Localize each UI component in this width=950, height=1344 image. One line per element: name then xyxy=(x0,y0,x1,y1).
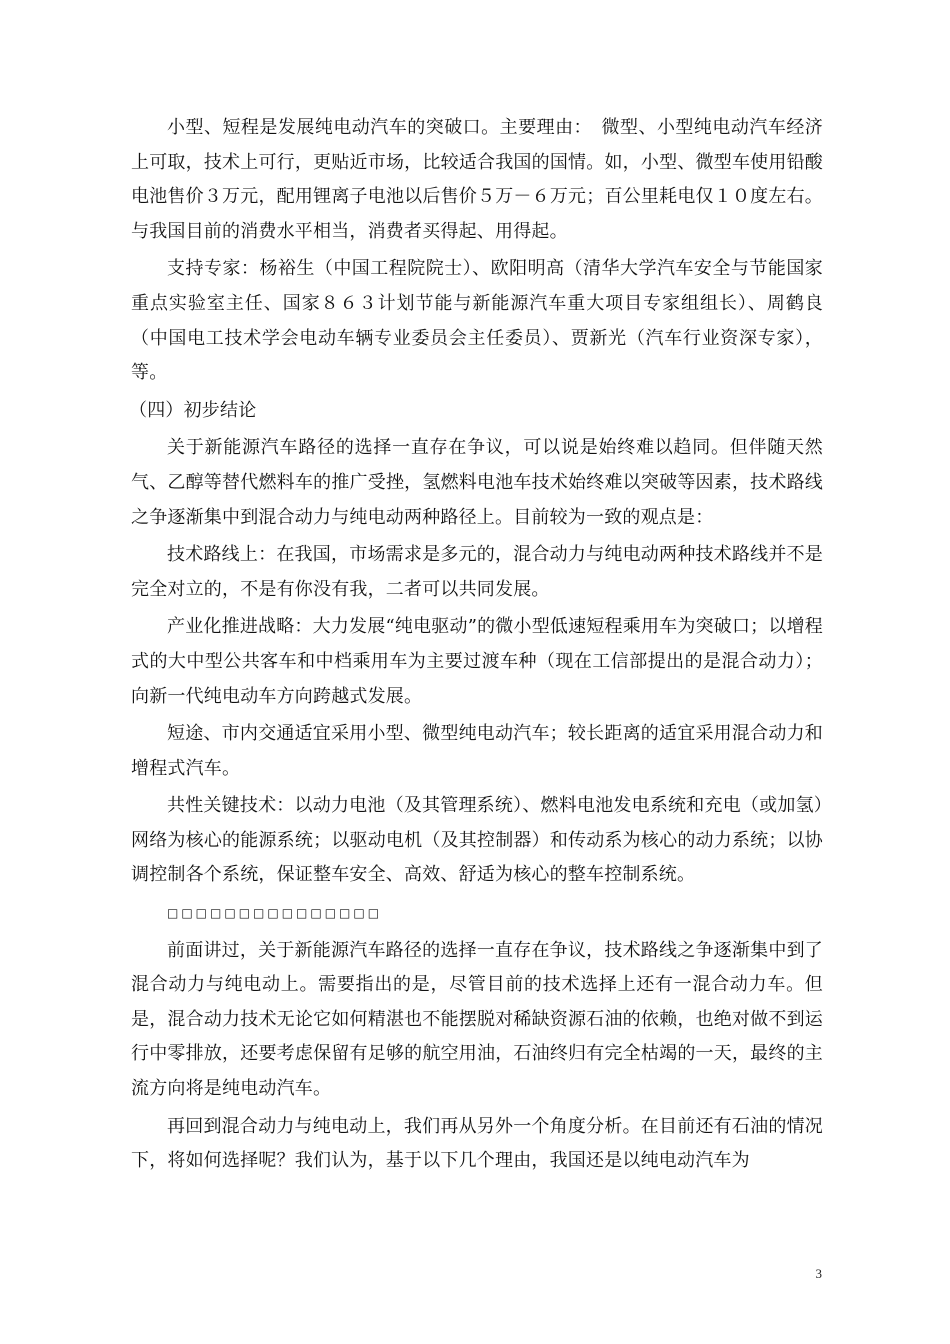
paragraph-common-key-technologies: 共性关键技术：以动力电池（及其管理系统）、燃料电池发电系统和充电（或加氢）网络为核心的能源系统；以驱动电机（及其控制器）和传动系为核心的动力系统；以协调控制各个系统，保证整车安全、高效、舒适为核心的整车控制系统。 xyxy=(131,795,823,886)
garbled-heading-line: □□□□□□□□□□□□□□□ xyxy=(167,906,383,921)
paragraph-route-debate: 关于新能源汽车路径的选择一直存在争议，可以说是始终难以趋同。但伴随天然气、乙醇等替代燃料车的推广受挫，氢燃料电池车技术始终难以突破等因素，技术路线之争逐渐集中到混合动力与纯电动两种路径上。目前较为一致的观点是： xyxy=(131,437,823,528)
paragraph-industrialization-strategy: 产业化推进战略：大力发展“纯电驱动”的微小型低速短程乘用车为突破口；以增程式的大中型公共客车和中档乘用车为主要过渡车种（现在工信部提出的是混合动力）；向新一代纯电动车方向跨越式发展。 xyxy=(131,616,823,707)
paragraph-supporting-experts: 支持专家：杨裕生（中国工程院院士）、欧阳明高（清华大学汽车安全与节能国家重点实验室主任、国家８６３计划节能与新能源汽车重大项目专家组组长）、周鹤良（中国电工技术学会电动车辆专业委员会主任委员）、贾新光（汽车行业资深专家），等。 xyxy=(131,258,823,384)
paragraph-another-angle: 再回到混合动力与纯电动上，我们再从另外一个角度分析。在目前还有石油的情况下，将如何选择呢？我们认为，基于以下几个理由，我国还是以纯电动汽车为 xyxy=(131,1115,823,1172)
page-number: 3 xyxy=(815,1266,822,1281)
document-body xyxy=(131,111,823,1179)
paragraph-short-distance: 短途、市内交通适宜采用小型、微型纯电动汽车；较长距离的适宜采用混合动力和增程式汽车。 xyxy=(131,723,823,779)
paragraph-earlier-discussion: 前面讲过，关于新能源汽车路径的选择一直存在争议，技术路线之争逐渐集中到了混合动力与纯电动上。需要指出的是，尽管目前的技术选择上还有一混合动力车。但是，混合动力技术无论它如何精湛也不能摆脱对稀缺资源石油的依赖，也绝对做不到运行中零排放，还要考虑保留有足够的航空用油，石油终归有完全枯竭的一天，最终的主流方向将是纯电动汽车。 xyxy=(131,939,823,1100)
paragraph-small-short-range: 小型、短程是发展纯电动汽车的突破口。主要理由： 微型、小型纯电动汽车经济上可取，技术上可行，更贴近市场，比较适合我国的国情。如，小型、微型车使用铅酸电池售价３万元，配用锂离子电池以后售价５万－６万元；百公里耗电仅１０度左右。与我国目前的消费水平相当，消费者买得起、用得起。 xyxy=(131,117,823,242)
section-heading-preliminary-conclusion: （四）初步结论 xyxy=(129,399,257,421)
paragraph-technical-route: 技术路线上：在我国，市场需求是多元的，混合动力与纯电动两种技术路线并不是完全对立的，不是有你没有我，二者可以共同发展。 xyxy=(131,544,823,600)
